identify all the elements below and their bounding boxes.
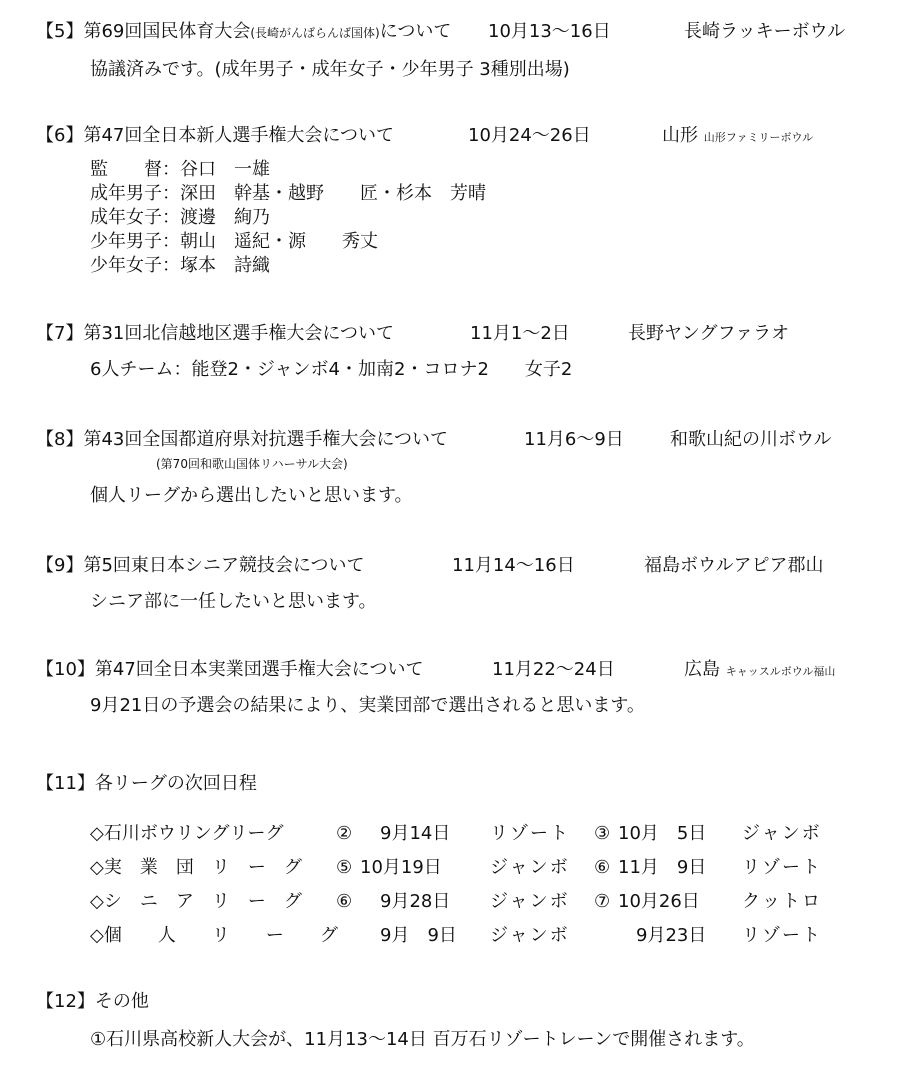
section-12-body: ①石川県高校新人大会が、11月13～14日 百万石リゾートレーンで開催されます。 [90,1029,755,1050]
roster-names: 塚本 詩織 [180,255,270,276]
place-2: ジャンボ [742,823,822,844]
section-5-venue: 長崎ラッキーボウル [684,21,846,42]
place-1: リゾート [490,823,570,844]
date-1: 9月 9日 [380,925,457,946]
roster-row [90,230,378,254]
section-7-date: 11月1～2日 [470,323,570,344]
section-9-date: 11月14～16日 [452,555,575,576]
section-6-date: 10月24～26日 [468,125,591,146]
section-5-date: 10月13～16日 [488,21,611,42]
section-8-venue: 和歌山紀の川ボウル [670,429,832,450]
section-10-body: 9月21日の予選会の結果により、実業団部で選出されると思います。 [90,695,645,716]
section-number: 【9】 [36,555,84,576]
date-1: 9月28日 [380,891,451,912]
section-9-body: シニア部に一任したいと思います。 [90,591,377,612]
league-name: ◇実 業 団 リ ー グ [90,857,302,878]
round-1: ⑥ [336,891,353,912]
section-title: その他 [94,991,149,1012]
round-2: ③ [594,823,611,844]
round-1: ⑤ [336,857,353,878]
section-7-body: 6人チーム：能登2・ジャンボ4・加南2・コロナ2 女子2 [90,359,573,380]
section-8-body: 個人リーグから選出したいと思います。 [90,485,413,506]
round-2: ⑦ [594,891,611,912]
place-2: クットロ [742,891,822,912]
section-8-heading [36,428,448,452]
round-2: ⑥ [594,857,611,878]
roster-role: 監 督： [90,159,180,180]
section-title: 第69回国民体育大会 [83,21,251,42]
place-2: リゾート [742,857,822,878]
roster-role: 成年男子： [90,183,180,204]
section-title: 第47回全日本新人選手権大会について [83,125,394,146]
section-number: 【8】 [36,429,84,450]
league-name: ◇石川ボウリングリーグ [90,823,284,844]
section-5-body: 協議済みです。(成年男子・成年女子・少年男子 3種別出場) [90,59,570,80]
league-name: ◇個 人 リ ー グ [90,925,338,946]
section-title: 第31回北信越地区選手権大会について [83,323,394,344]
section-12-heading [36,990,149,1014]
date-1: 10月19日 [360,857,442,878]
section-number: 【7】 [36,323,84,344]
roster-role: 成年女子： [90,207,180,228]
section-5-heading [36,20,451,44]
roster-row [90,206,270,230]
date-2: 10月 5日 [618,823,707,844]
roster-row [90,182,486,206]
section-title: 各リーグの次回日程 [94,773,257,794]
roster-role: 少年男子： [90,231,180,252]
section-7-heading [36,322,394,346]
section-8-subtitle: (第70回和歌山国体リハーサル大会) [156,457,348,471]
roster-names: 深田 幹基・越野 匠・杉本 芳晴 [180,183,486,204]
place-1: ジャンボ [490,925,570,946]
date-1: 9月14日 [380,823,451,844]
roster-role: 少年女子： [90,255,180,276]
section-10-heading [36,658,423,682]
round-1: ② [336,823,353,844]
place-2: リゾート [742,925,822,946]
venue-bowl: 山形ファミリーボウル [703,131,814,144]
section-9-heading [36,554,365,578]
roster-names: 朝山 遥紀・源 秀丈 [180,231,378,252]
date-2: 11月 9日 [618,857,707,878]
section-number: 【6】 [36,125,84,146]
roster-names: 谷口 一雄 [180,159,270,180]
title-tail: について [379,21,452,42]
section-9-venue: 福島ボウルアピア郡山 [644,555,824,576]
section-number: 【12】 [36,991,95,1012]
date-2: 9月23日 [636,925,707,946]
section-number: 【5】 [36,21,84,42]
section-number: 【10】 [36,659,95,680]
section-6-venue [662,124,813,148]
date-2: 10月26日 [618,891,700,912]
roster-row [90,158,270,182]
league-name: ◇シ ニ ア リ ー グ [90,891,302,912]
section-title: 第43回全国都道府県対抗選手権大会について [83,429,448,450]
venue-city: 広島 [684,659,720,680]
section-11-heading [36,772,257,796]
venue-city: 山形 [662,125,698,146]
roster-row [90,254,270,278]
section-10-venue [684,658,835,682]
section-6-heading [36,124,394,148]
place-1: ジャンボ [490,857,570,878]
section-title: 第47回全日本実業団選手権大会について [94,659,424,680]
place-1: ジャンボ [490,891,570,912]
section-7-venue: 長野ヤングファラオ [628,323,790,344]
section-8-date: 11月6～9日 [524,429,624,450]
roster-names: 渡邊 絢乃 [180,207,270,228]
venue-bowl: キャッスルボウル福山 [725,665,836,678]
section-10-date: 11月22～24日 [492,659,615,680]
section-title: 第5回東日本シニア競技会について [83,555,365,576]
section-number: 【11】 [36,773,95,794]
title-note: (長崎がんばらんば国体) [250,26,380,40]
